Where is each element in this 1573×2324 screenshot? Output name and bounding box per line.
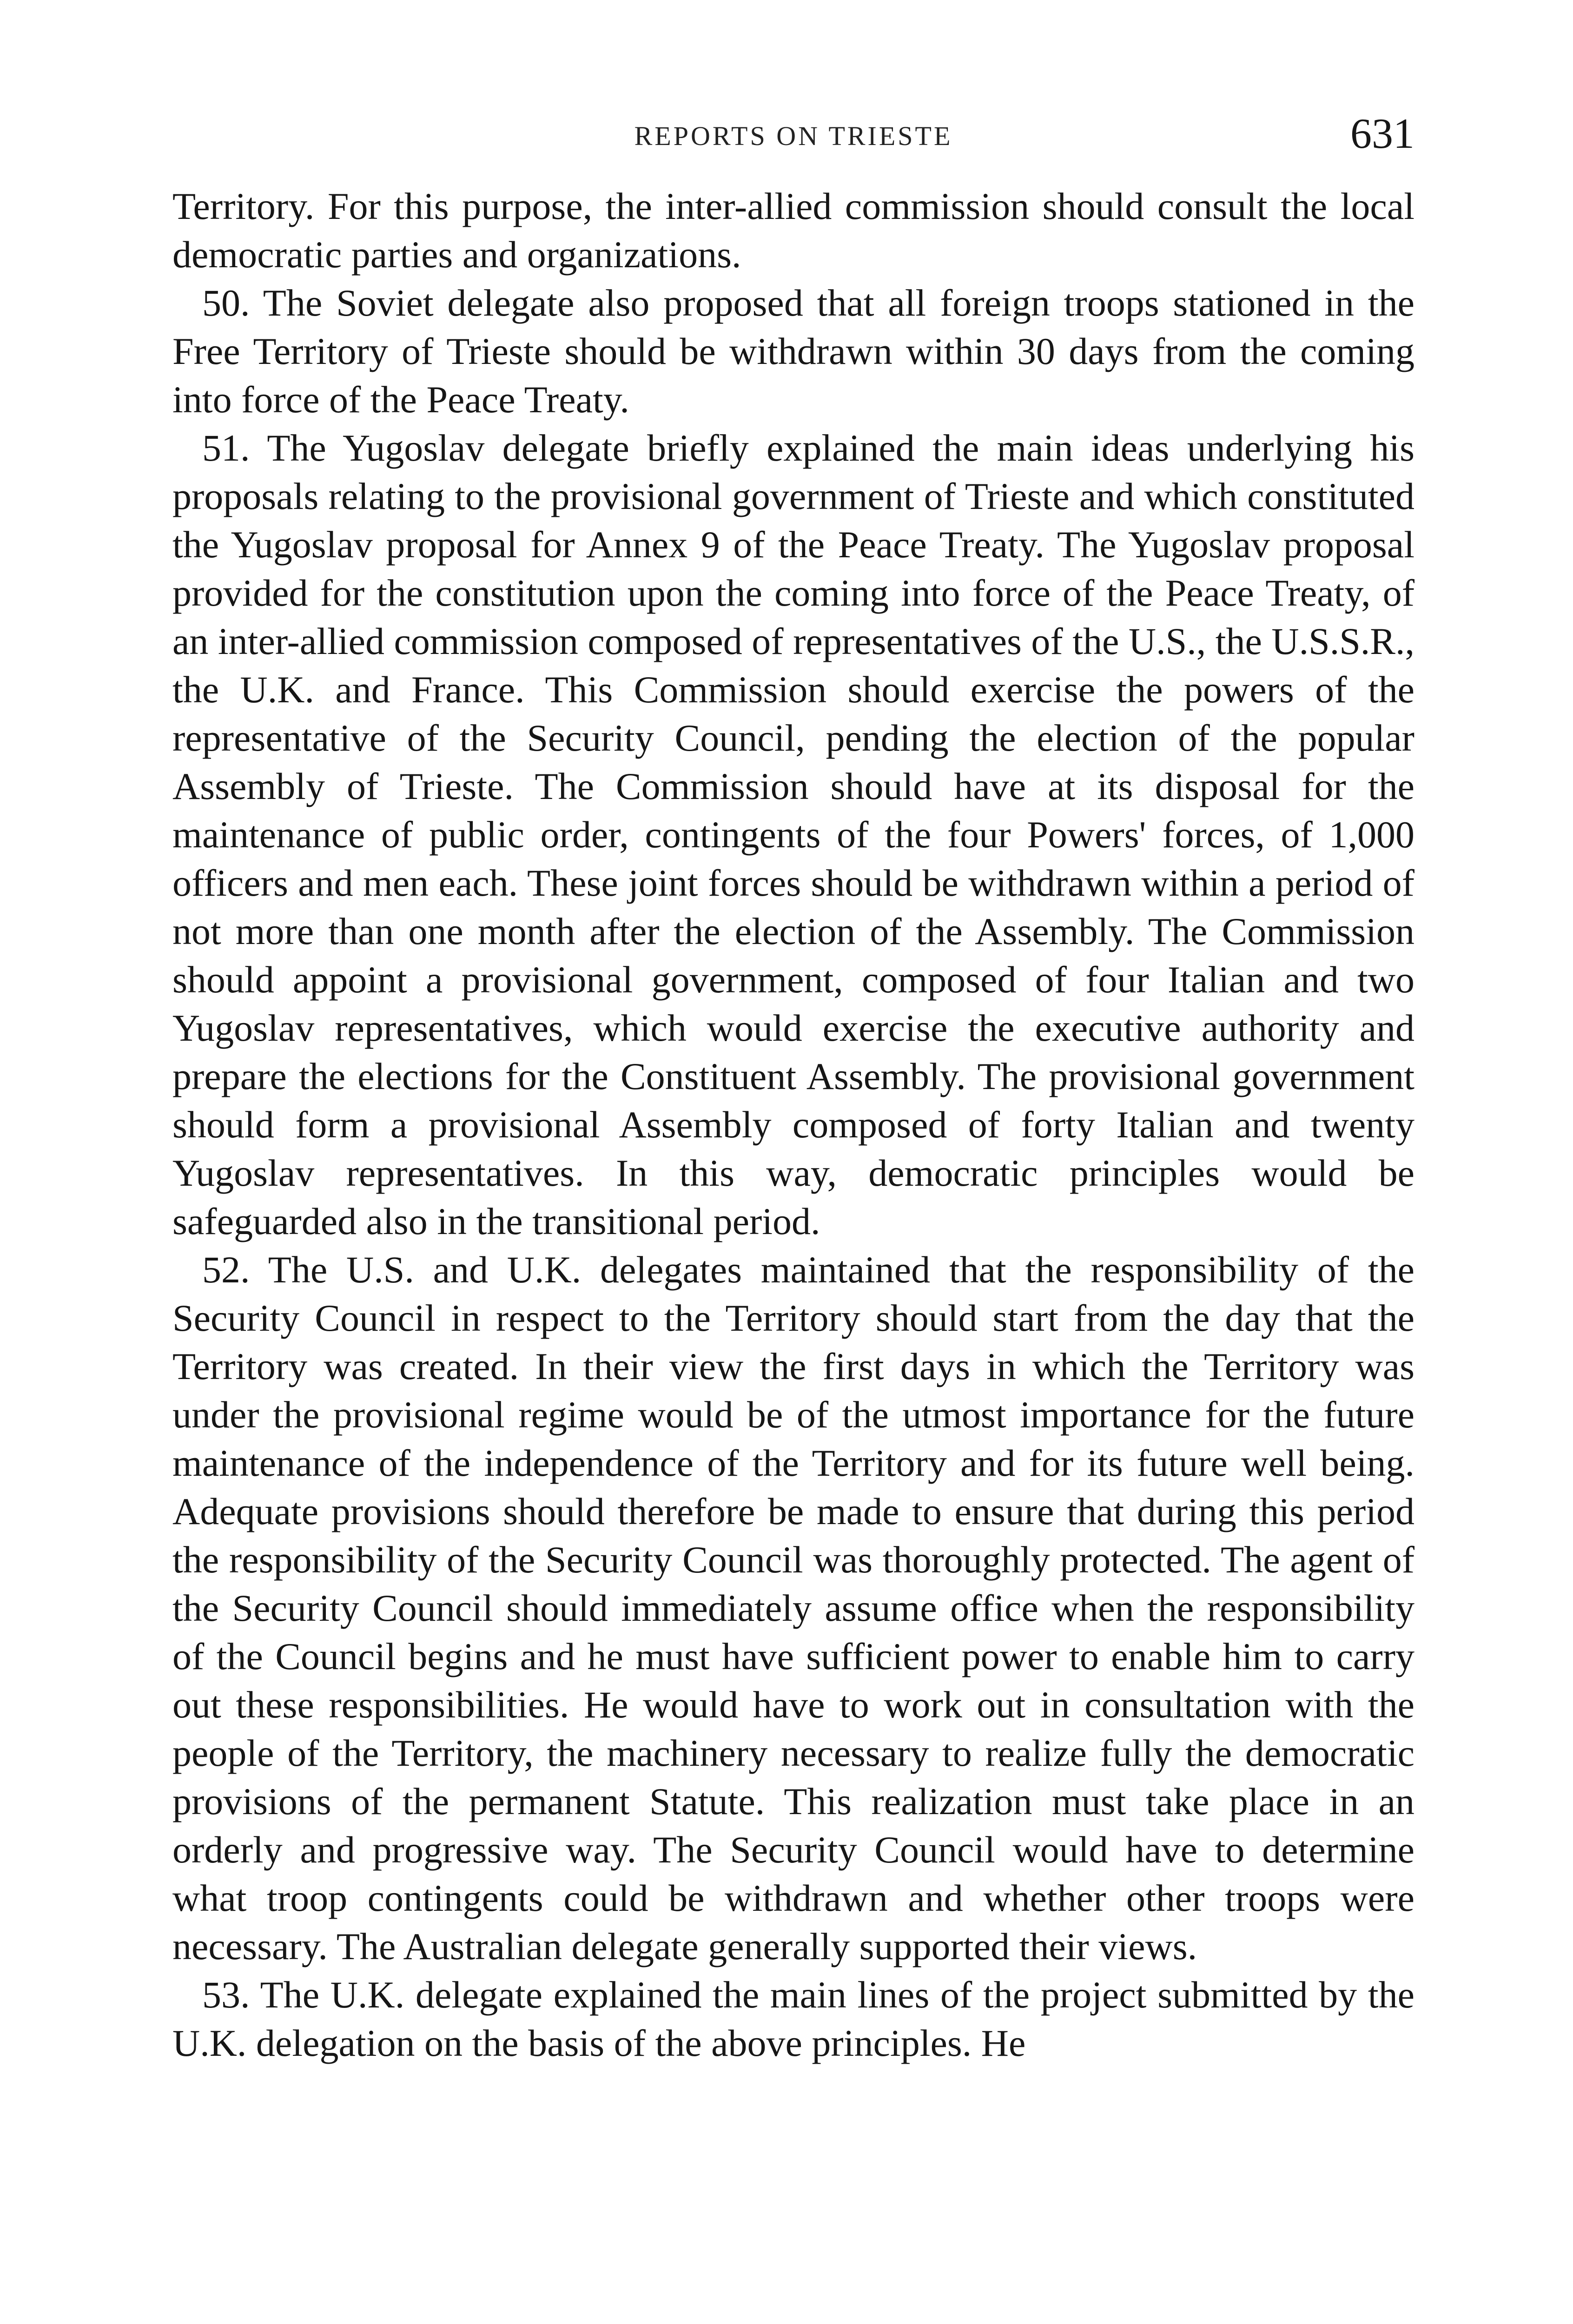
- running-title: REPORTS ON TRIESTE: [634, 121, 953, 151]
- paragraph-50: 50. The Soviet delegate also proposed that all foreign troops stationed in the Free Territory of Trieste should be withdrawn within 30 days from the coming into force of the Peace Treaty.: [172, 282, 1414, 421]
- paragraph-52: 52. The U.S. and U.K. delegates maintained that the responsibility of the Security Council in respect to the Territory should start from the day that the Territory was created. In their view the first days in which the Territory was under the provisional regime would be of the utmost importance for the future maintenance of the independence of the Territory and for its future well being. Adequate provisions should therefore be made to ensure that during this period the responsibility of the Security Council was thoroughly protected. The agent of the Security Council should immediately assume office when the responsibility of the Council begins and he must have sufficient power to enable him to carry out these responsibilities. He would have to work out in consultation with the people of the Territory, the machinery necessary to realize fully the democratic provisions of the permanent Statute. This realization must take place in an orderly and progressive way. The Security Council would have to determine what troop contingents could be withdrawn and whether other troops were necessary. The Australian delegate generally supported their views.: [172, 1248, 1414, 1967]
- paragraph-53: 53. The U.K. delegate explained the main lines of the project submitted by the U.K. delegation on the basis of the above principles. He: [172, 1974, 1414, 2064]
- paragraph-continued: Territory. For this purpose, the inter-allied commission should consult the local democratic parties and organizations.: [172, 185, 1414, 276]
- paragraph-51: 51. The Yugoslav delegate briefly explained the main ideas underlying his proposals relating to the provisional government of Trieste and which constituted the Yugoslav proposal for Annex 9 of the Peace Treaty. The Yugoslav proposal provided for the constitution upon the coming into force of the Peace Treaty, of an inter-allied commission composed of representatives of the U.S., the U.S.S.R., the U.K. and France. This Commission should exercise the powers of the representative of the Security Council, pending the election of the popular Assembly of Trieste. The Commission should have at its disposal for the maintenance of public order, contingents of the four Powers' forces, of 1,000 officers and men each. These joint forces should be withdrawn within a period of not more than one month after the election of the Assembly. The Commission should appoint a provisional government, composed of four Italian and two Yugoslav representatives, which would exercise the executive authority and prepare the elections for the Constituent Assembly. The provisional government should form a provisional Assembly composed of forty Italian and twenty Yugoslav representatives. In this way, democratic principles would be safeguarded also in the transitional period.: [172, 427, 1414, 1242]
- page-number: 631: [1350, 110, 1414, 157]
- body-text: [172, 182, 1414, 2324]
- running-head: [172, 108, 1414, 159]
